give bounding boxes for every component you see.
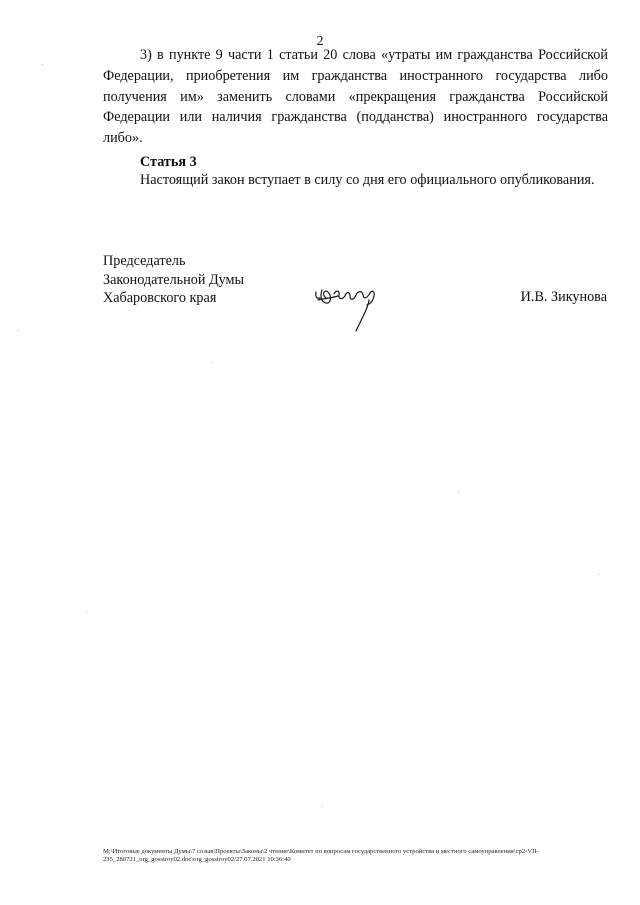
signer-title-block	[103, 252, 244, 308]
file-path-footer	[103, 848, 611, 865]
page-number: 2	[316, 34, 324, 49]
file-path-line-1: M:\Итоговые документы Думы\7 созыв\Проекты\Законы\2 чтение\Комитет по вопросам государственного устройства и местного самоуправления\ср2-VII-	[103, 848, 539, 855]
paragraph-item-3: 3) в пункте 9 части 1 статьи 20 слова «утраты им гражданства Российской Федерации, приобретения им гражданства иностранного государства либо получения им» заменить словами «прекращения гражданства Российской Федерации или наличия гражданства (подданства) иностранного государства либо».	[103, 47, 608, 147]
signer-name: И.В. Зикунова	[520, 289, 607, 305]
scan-speck	[212, 362, 213, 363]
scan-speck	[86, 612, 87, 613]
signer-organization: Законодательной Думы	[103, 271, 245, 288]
article-3-text: Настоящий закон вступает в силу со дня его официального опубликования.	[140, 172, 595, 188]
scan-speck	[458, 492, 459, 493]
signer-position: Председатель	[103, 253, 186, 269]
signer-region: Хабаровского края	[103, 290, 217, 306]
scan-speck	[322, 806, 323, 807]
article-3-heading: Статья 3	[140, 154, 197, 170]
handwritten-signature	[312, 276, 384, 334]
scan-speck	[598, 574, 599, 575]
scan-speck	[42, 64, 43, 65]
scan-speck	[18, 330, 19, 331]
file-path-line-2: 235_280721_org_gosstroy02.doc\org_gosstroy02/27.07.2021 10:36:40	[103, 856, 291, 864]
